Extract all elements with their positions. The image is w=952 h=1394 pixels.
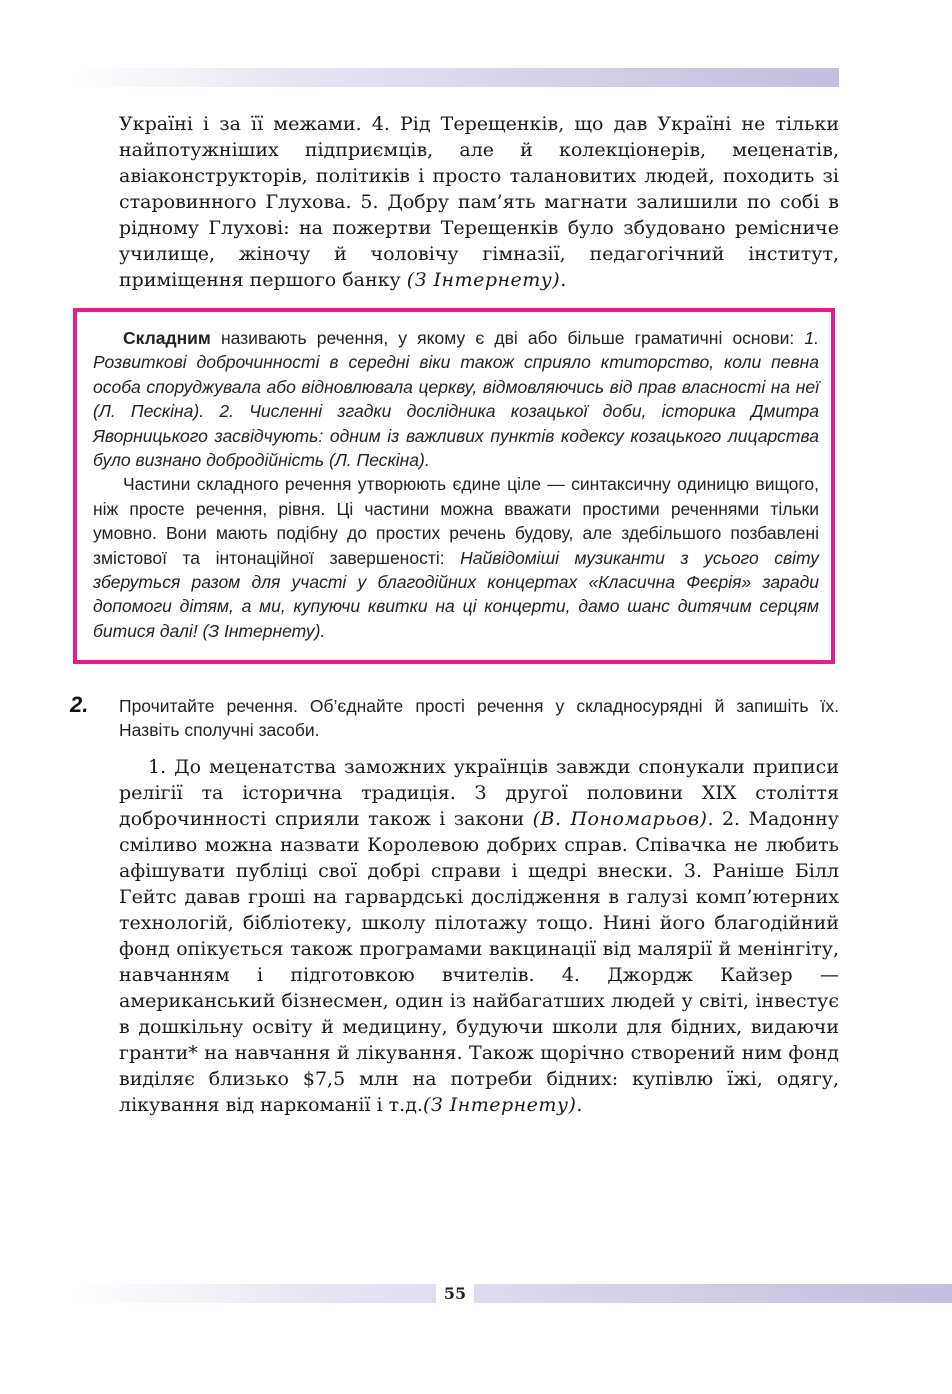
exercise-part-2: . 2. Мадонну сміливо можна назвати Королевою добрих справ. Співачка не любить афішувати публіці свої добрі справи і щедрі внески. 3. Раніше Білл Гейтс давав гроші на гарвардські дослідження в галузі комп’ютерних технологій, бібліотеку, школу пілотажу тощо. Нині його благодійний фонд опікується також програмами вакцинації від малярії й менінгіту, навчанням і підготовкою вчителів. 4. Джордж Кайзер — американський бізнесмен, один із найбагатших людей у світі, інвестує в дошкільну освіту й медицину, будуючи школи для бідних, видаючи гранти* на навчання й лікування. Також щорічно створений ним фонд виділяє близько $7,5 млн на потреби бідних: купівлю їжі, одягу, лікування від наркоманії і т.д. xyxy=(119,808,839,1116)
page-number: 55 xyxy=(436,1280,474,1307)
exercise-part-1: 1. До меценатства заможних українців завжди спонукали приписи релігії та історична традиція. З другої половини XIX століття доброчинності сприяли також і закони xyxy=(119,756,839,830)
rule-paragraph-2 xyxy=(93,472,819,643)
rule-paragraph-2-text: Частини складного речення утворюють єдине ціле — синтаксичну одиницю вищого, ніж просте речення, рівня. Ці частини можна вважати простими реченнями тільки умовно. Вони мають подібну до простих речень будову, але здебільшого позбавлені змістової та інтонаційної завершеності: xyxy=(93,474,819,568)
exercise-source-2: (З Інтернету) xyxy=(422,1094,577,1116)
task-instruction: Прочитайте речення. Об’єднайте прості речення у складносурядні й запишіть їх. Назвіть сполучні засоби. xyxy=(119,696,839,740)
rule-definition xyxy=(93,326,819,472)
footer-decoration-bar xyxy=(72,1284,952,1303)
rule-box xyxy=(73,308,835,664)
exercise-source-1: (В. Пономарьов) xyxy=(532,808,708,830)
paragraph-top-end: . xyxy=(560,269,567,291)
task-number: 2. xyxy=(70,692,89,717)
paragraph-top xyxy=(119,111,839,293)
rule-example-1: 1. Розвиткові доброчинності в середні віки також сприяло ктиторство, коли певна особа споруджувала або відновлювала церкву, відмовляючись від прав власності на неї (Л. Пескіна). 2. Численні згадки дослідника козацької доби, історика Дмитра Яворницького засвідчують: одним із важливих пунктів кодексу козацького лицарства було визнано добродійність (Л. Пескіна). xyxy=(93,328,819,471)
rule-definition-text: називають речення, у якому є дві або більше граматичні основи: xyxy=(210,328,805,348)
paragraph-top-text: Україні і за її межами. 4. Рід Терещенків, що дав Україні не тільки найпотужніших підприємців, але й колекціонерів, меценатів, авіаконструкторів, політиків і просто талановитих людей, походить зі старовинного Глухова. 5. Добру пам’ять магнати залишили по собі в рідному Глухові: на пожертви Терещенків було збудовано ремісниче училище, жіночу й чоловічу гімназії, педагогічний інститут, приміщення першого банку xyxy=(119,113,839,291)
paragraph-top-source: (З Інтернету) xyxy=(406,269,561,291)
rule-term: Складним xyxy=(123,328,211,348)
exercise-text xyxy=(119,754,839,1118)
header-decoration-bar xyxy=(72,68,839,87)
rule-example-2: Найвідоміші музиканти з усього світу зберуться разом для участі у благодійних концертах «Класична Феєрія» заради допомоги дітям, а ми, купуючи квитки на ці концерти, дамо шанс дитячим серцям битися далі! (З Інтернету). xyxy=(93,547,819,641)
exercise-end: . xyxy=(576,1094,583,1116)
